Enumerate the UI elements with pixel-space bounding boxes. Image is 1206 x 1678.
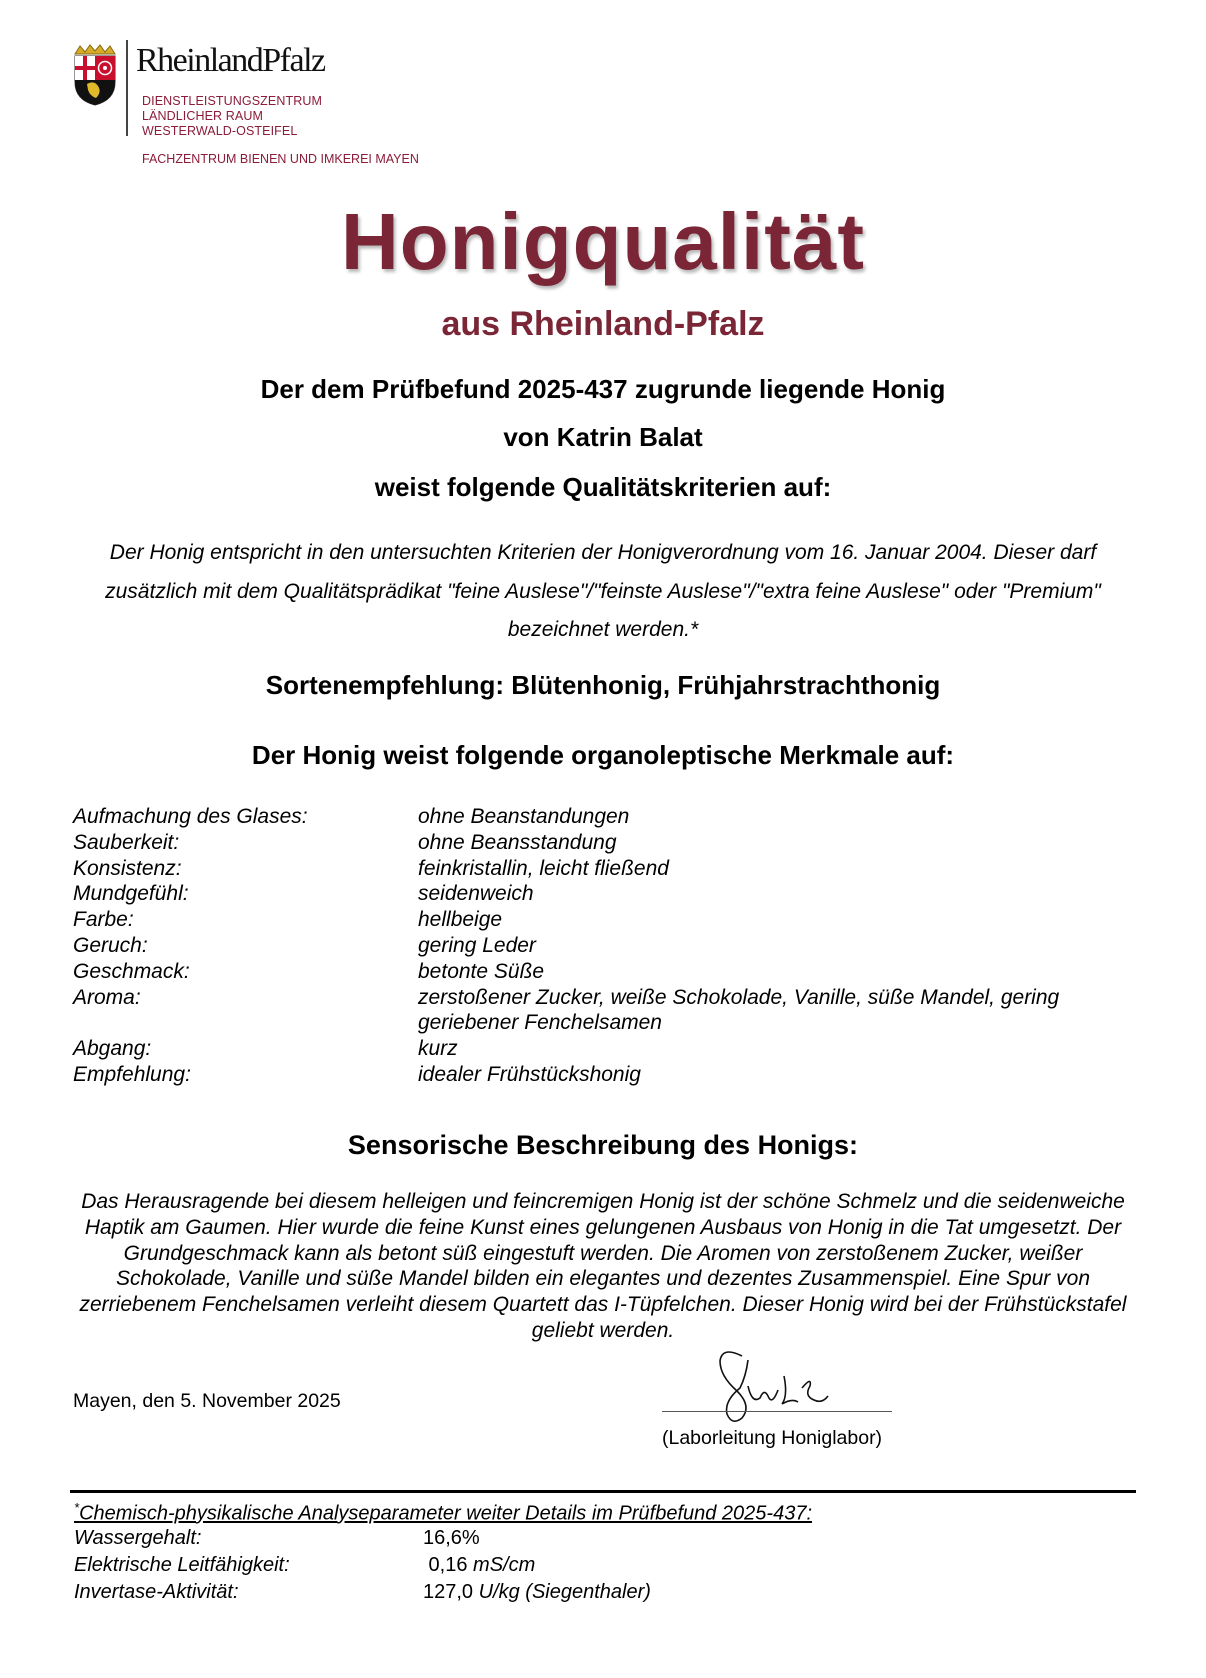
analysis-label: Invertase-Aktivität: <box>74 1581 239 1603</box>
coat-of-arms-icon <box>72 44 118 106</box>
criteria-value: gering Leder <box>418 933 536 957</box>
criteria-value: kurz <box>418 1037 458 1061</box>
sensory-description: Das Herausragende bei diesem helleigen und feincremigen Honig ist der schöne Schmelz und die seidenweiche Haptik am Gaumen. Hier wurde die feine Kunst eines gelungenen Ausbaus von Honig in die Tat umgesetzt. Der Grundgeschmack kann als betont süß eingestuft werden. Die Aromen von zerstoßenem Zucker, weißer Schokolade, Vanille und süße Mandel bilden ein elegantes und dezentes Zusammenspiel. Eine Spur von zerriebenem Fenchelsamen verleiht diesem Quartett das I-Tüpfelchen. Dieser Honig wird bei der Frühstückstafel geliebt werden. <box>79 1190 1127 1342</box>
criteria-label: Empfehlung: <box>73 1062 191 1086</box>
criteria-row <box>73 881 1153 907</box>
analysis-heading <box>74 1500 812 1526</box>
analysis-unit: U/kg (Siegenthaler) <box>478 1581 651 1603</box>
analysis-unit: mS/cm <box>473 1554 536 1576</box>
analysis-table <box>74 1525 651 1606</box>
analysis-number: 0,16 <box>423 1554 474 1576</box>
analysis-label: Elektrische Leitfähigkeit: <box>74 1554 290 1576</box>
certificate-subtitle: aus Rheinland-Pfalz <box>441 305 765 343</box>
variety-recommendation: Sortenempfehlung: Blütenhonig, Frühjahrstrachthonig <box>265 670 941 700</box>
criteria-row <box>73 985 1153 1037</box>
statement-line-3: weist folgende Qualitätskriterien auf: <box>374 472 832 502</box>
footnote-asterisk: * <box>74 1500 80 1515</box>
criteria-value: betonte Süße <box>418 959 545 983</box>
analysis-value <box>423 1525 651 1552</box>
signature-image <box>712 1346 862 1426</box>
criteria-label: Mundgefühl: <box>73 882 189 906</box>
institution-line: DIENSTLEISTUNGSZENTRUM <box>142 94 322 108</box>
criteria-value: seidenweich <box>418 882 534 906</box>
analysis-value <box>423 1579 651 1606</box>
criteria-label: Konsistenz: <box>73 856 182 880</box>
analysis-number: 16,6% <box>423 1527 480 1549</box>
organoleptic-heading: Der Honig weist folgende organoleptische Merkmale auf: <box>251 740 955 770</box>
center-name: FACHZENTRUM BIENEN UND IMKEREI MAYEN <box>142 152 419 166</box>
criteria-label: Aroma: <box>73 985 141 1009</box>
criteria-row <box>73 1036 1153 1062</box>
analysis-row <box>74 1525 651 1552</box>
criteria-list <box>73 804 1153 1088</box>
analysis-heading-text: Chemisch-physikalische Analyseparameter weiter Details im Prüfbefund 2025-437: <box>79 1502 813 1525</box>
regulation-statement: Der Honig entspricht in den untersuchten Kriterien der Honigverordnung vom 16. Januar 2004. Dieser darf zusätzlich mit dem Qualitätsprädikat "feine Auslese"/"feinste Auslese"/"extra feine Auslese" oder "Premium" bezeichnet werden.* <box>105 541 1101 641</box>
analysis-row <box>74 1552 651 1579</box>
certificate-title: Honigqualität <box>340 197 866 286</box>
criteria-value: hellbeige <box>418 908 503 932</box>
criteria-row <box>73 959 1153 985</box>
signature-label: (Laborleitung Honiglabor) <box>662 1427 883 1449</box>
criteria-value: ohne Beansstandung <box>418 830 617 854</box>
criteria-label: Sauberkeit: <box>73 830 180 854</box>
institution-line: LÄNDLICHER RAUM <box>142 109 263 123</box>
signature-line <box>662 1411 892 1412</box>
criteria-row <box>73 1062 1153 1088</box>
footer-divider <box>70 1490 1136 1493</box>
institution-line: WESTERWALD-OSTEIFEL <box>142 124 298 138</box>
criteria-value: idealer Frühstückshonig <box>418 1062 641 1086</box>
criteria-row <box>73 804 1153 830</box>
logo-divider <box>126 40 128 136</box>
criteria-label: Geruch: <box>73 933 148 957</box>
criteria-value: zerstoßener Zucker, weiße Schokolade, Vanille, süße Mandel, gering geriebener Fenchelsamen <box>418 985 1060 1035</box>
beekeeper-name: von Katrin Balat <box>503 422 703 452</box>
statement-line-1: Der dem Prüfbefund 2025-437 zugrunde liegende Honig <box>260 374 946 404</box>
criteria-row <box>73 830 1153 856</box>
logo-wordmark: RheinlandPfalz <box>136 42 325 79</box>
criteria-label: Geschmack: <box>73 959 190 983</box>
analysis-label: Wassergehalt: <box>74 1527 202 1549</box>
place-date: Mayen, den 5. November 2025 <box>73 1390 341 1412</box>
institution-logo <box>68 36 438 176</box>
analysis-row <box>74 1579 651 1606</box>
analysis-number: 127,0 <box>423 1581 479 1603</box>
criteria-value: ohne Beanstandungen <box>418 805 630 828</box>
analysis-value <box>423 1552 651 1579</box>
criteria-row <box>73 907 1153 933</box>
criteria-label: Aufmachung des Glases: <box>73 805 308 828</box>
criteria-label: Abgang: <box>73 1037 152 1061</box>
criteria-row <box>73 856 1153 882</box>
criteria-value: feinkristallin, leicht fließend <box>418 856 669 880</box>
criteria-row <box>73 933 1153 959</box>
criteria-label: Farbe: <box>73 908 134 932</box>
sensory-heading: Sensorische Beschreibung des Honigs: <box>347 1130 859 1160</box>
